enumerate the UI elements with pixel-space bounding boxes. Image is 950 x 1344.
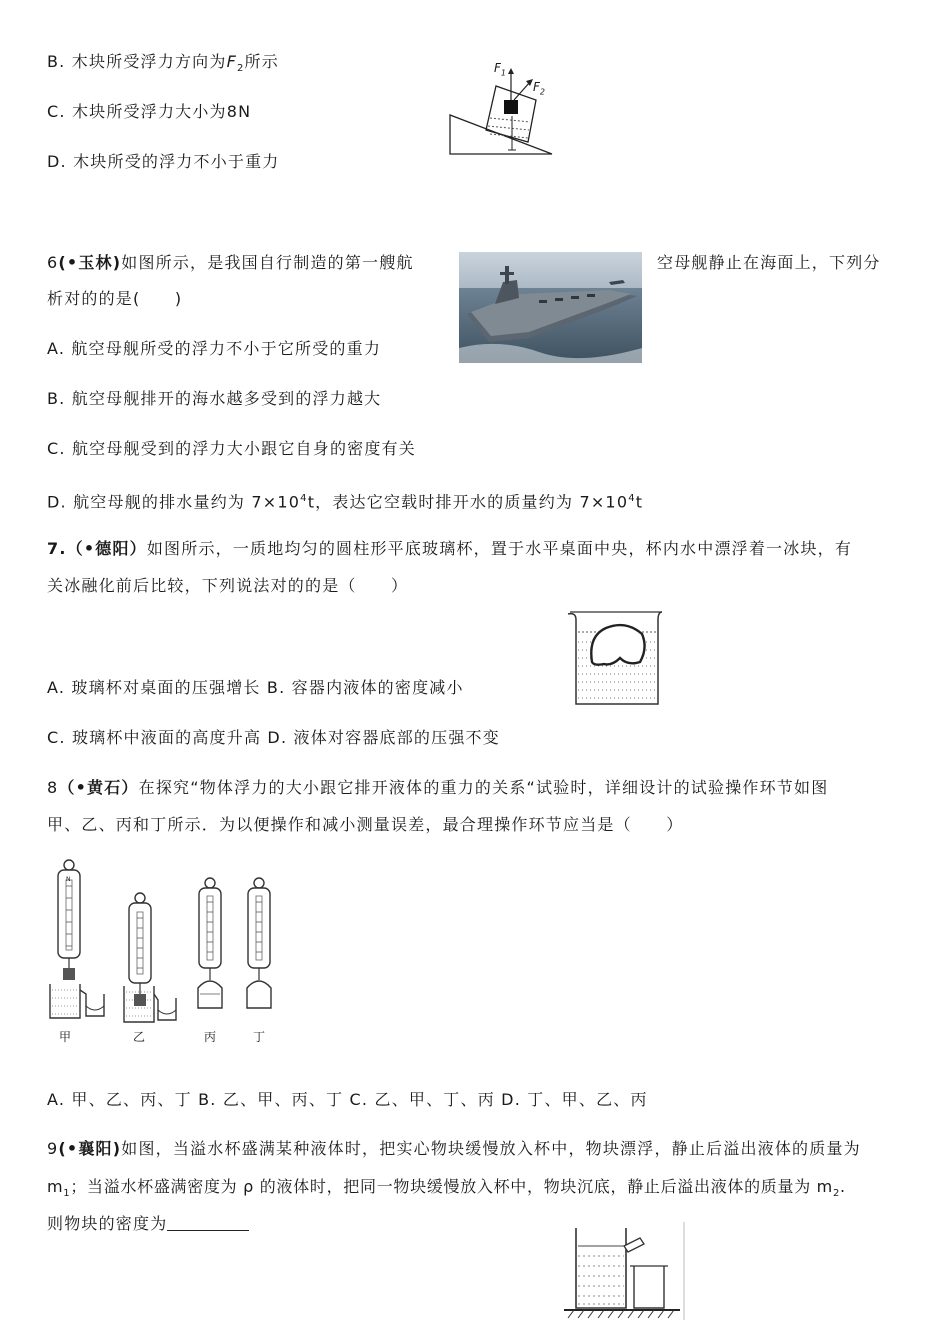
q7-glass-ice-figure [564,608,664,708]
q5-option-b-sub: 2 [236,63,245,75]
q9-stem-line1 [47,1138,861,1160]
q6-option-a: A. 航空母舰所受的浮力不小于它所受的重力 [47,339,382,358]
q9-source: (•襄阳) [58,1139,122,1158]
q5-f2-letter: F [533,80,540,94]
q8-label-yi: 乙 [133,1030,146,1044]
q6-stem-b: 空母舰静止在海面上，下列分 [657,253,881,272]
q5-f1-sub: 1 [500,68,506,78]
q8-label-jia: 甲 [59,1030,72,1044]
q5-f2-sub: 2 [539,87,545,97]
q7-stem-line1 [47,538,852,560]
q5-f1-letter: F [494,61,501,75]
q6-option-d-b: t，表达它空载时排开水的质量约为 7×10 [307,492,629,512]
q6-option-d-exp2: 4 [628,493,636,504]
q7-stem-b: 关冰融化前后比较，下列说法对的的是（ ） [47,576,409,595]
q7-options-cd: C. 玻璃杯中液面的高度升高 D. 液体对容器底部的压强不变 [47,728,500,747]
q7-options-ab: A. 玻璃杯对桌面的压强增长 B. 容器内液体的密度减小 [47,678,464,697]
q9-m1-sub: 1 [63,1188,71,1200]
q6-source: (•玉林) [58,253,122,272]
q9-overflow-cup-figure [560,1222,688,1322]
q5-option-b-end: 所示 [244,52,279,71]
q5-option-c: C. 木块所受浮力大小为8N [47,102,252,121]
q8-stem-line1 [47,777,828,799]
q6-stem-a: 如图所示，是我国自行制造的第一艘航 [121,253,414,272]
q8-spring-scales-figure [44,858,284,1048]
q6-option-d-a: D. 航空母舰的排水量约为 7×10 [47,492,301,512]
q9-answer-blank[interactable] [167,1214,249,1231]
q9-stem-b2: ；当溢水杯盛满密度为 ρ 的液体时，把同一物块缓慢放入杯中，物块沉底，静止后溢出液体的质量为 m [70,1177,833,1196]
q8-source: （•黄石） [58,778,139,797]
q7-number: 7. [47,539,67,558]
q6-option-d-c: t [635,492,644,512]
q8-options: A. 甲、乙、丙、丁 B. 乙、甲、丙、丁 C. 乙、甲、丁、丙 D. 丁、甲、乙、丙 [47,1090,648,1109]
scale-yi [124,893,176,1022]
q8-scale-top-label: N [66,876,71,883]
q5-option-b-symbol: F [226,52,237,71]
q9-stem-c: 则物块的密度为 [47,1214,168,1233]
q5-option-b [47,51,279,80]
q6-stem-line1 [47,252,414,274]
q8-label-ding: 丁 [253,1030,266,1044]
q7-stem-a: 如图所示，一质地均匀的圆柱形平底玻璃杯，置于水平桌面中央，杯内水中漂浮着一冰块，有 [146,539,853,558]
q6-option-c: C. 航空母舰受到的浮力大小跟它自身的密度有关 [47,439,416,458]
q8-label-bing: 丙 [204,1030,217,1044]
q9-stem-end: . [840,1177,846,1196]
q9-m2-sub: 2 [832,1188,841,1200]
q6-number: 6 [47,253,59,272]
q9-stem-a: 如图，当溢水杯盛满某种液体时，把实心物块缓慢放入杯中，物块漂浮，静止后溢出液体的质量为 [121,1139,861,1158]
q5-option-b-text: B. 木块所受浮力方向为 [47,52,227,71]
q6-option-d-exp1: 4 [300,493,308,504]
q6-option-d [47,488,643,513]
scale-ding [247,878,271,1008]
q8-stem-a: 在探究“物体浮力的大小跟它排开液体的重力的关系“试验时，详细设计的试验操作环节如图 [138,778,829,797]
q9-m1: m [47,1177,64,1196]
aircraft-carrier-photo [459,252,642,363]
q9-stem-line2 [47,1176,846,1205]
q8-number: 8 [47,778,59,797]
q7-source: （•德阳） [66,539,147,558]
q9-number: 9 [47,1139,59,1158]
q6-option-b: B. 航空母舰排开的海水越多受到的浮力越大 [47,389,382,408]
q6-stem-c: 析对的的是( ) [47,289,183,308]
scale-jia [50,860,104,1018]
q5-option-d: D. 木块所受的浮力不小于重力 [47,152,280,171]
q5-f1-label [494,61,506,77]
scale-bing [198,878,222,1008]
q8-stem-b: 甲、乙、丙和丁所示．为以便操作和减小测量误差，最合理操作环节应当是（ ） [47,815,684,834]
q9-stem-line3 [47,1213,249,1235]
q5-f2-label [533,80,545,96]
